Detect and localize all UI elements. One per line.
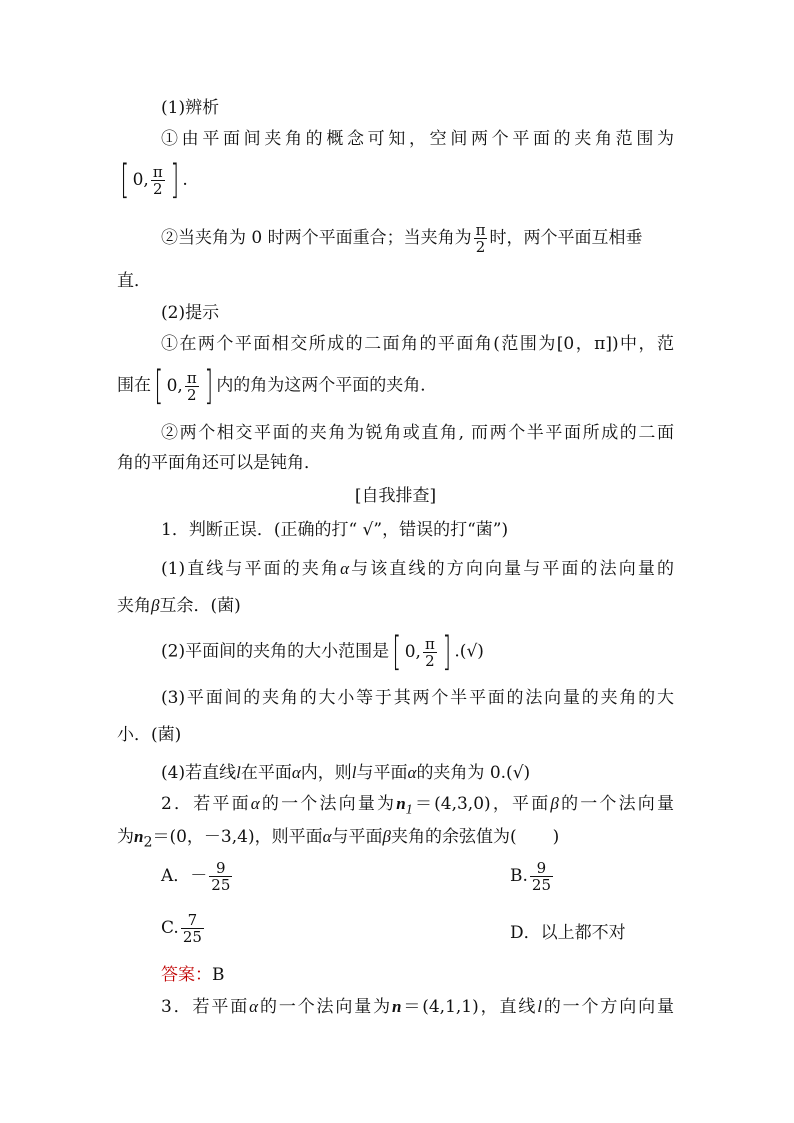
question-1-item-2: (2)平面间的夹角的大小范围是 [ 0, $\frac{\pi}{2}$ ] .(√)	[161, 629, 484, 675]
option-d: D．以上都不对	[510, 923, 626, 943]
fraction-pi-over-2: $\frac{\pi}{2}$	[152, 162, 163, 198]
section-2-title: (2)提示	[161, 303, 220, 323]
question-1-item-1-cont: 夹角β互余．(菌)	[117, 596, 241, 616]
fraction-pi-over-2: $\frac{\pi}{2}$	[475, 221, 486, 256]
answer-label: 答案：	[161, 965, 212, 985]
section-1-para-2-cont: 直．	[117, 271, 151, 291]
section-2-para-3: ②两个相交平面的夹角为锐角或直角, 而两个半平面所成的二面	[161, 423, 674, 443]
section-2-para-4: 角的平面角还可以是钝角．	[117, 453, 321, 473]
question-1-item-1: (1)直线与平面的夹角α与该直线的方向向量与平面的法向量的	[161, 559, 674, 579]
section-2-para-2: 围在 [ 0, $\frac{\pi}{2}$ ] 内的角为这两个平面的夹角．	[117, 363, 438, 409]
option-c: C. $\frac{7}{25}$	[161, 911, 202, 946]
section-2-para-1: ①在两个平面相交所成的二面角的平面角(范围为[0，π])中，范	[161, 334, 674, 354]
question-3-stem: 3．若平面α的一个法向量为n＝(4,1,1)，直线l的一个方向向量	[161, 997, 675, 1017]
section-1-interval: [ 0, $\frac{\pi}{2}$ ] .	[120, 157, 188, 203]
question-2-stem: 2．若平面α的一个法向量为$n_1=(4,3,0)$，平面β的一个法向量	[161, 794, 674, 818]
answer-value: B	[212, 965, 225, 985]
section-1-title: (1)辨析	[161, 98, 220, 118]
answer-line	[161, 964, 225, 986]
section-1-para-1: ①由平面间夹角的概念可知，空间两个平面的夹角范围为	[161, 129, 674, 149]
question-1-item-4: (4)若直线l在平面α内，则l与平面α的夹角为 0.(√)	[161, 763, 531, 783]
fraction-pi-over-2: $\frac{\pi}{2}$	[186, 368, 197, 404]
question-1-item-3-cont: 小．(菌)	[117, 725, 182, 745]
question-1-item-3: (3)平面间的夹角的大小等于其两个半平面的法向量的夹角的大	[161, 688, 674, 708]
self-check-heading: [自我排查]	[354, 486, 437, 506]
question-1-stem: 1．判断正误．(正确的打“ √”，错误的打“菌”)	[161, 520, 509, 540]
option-a: A．－ $\frac{9}{25}$	[161, 859, 231, 894]
question-2-stem-cont: 为$n_2=(0$，－3,4)，则平面α与平面β夹角的余弦值为( )	[117, 827, 560, 851]
fraction-pi-over-2: $\frac{\pi}{2}$	[424, 634, 435, 670]
option-b: B. $\frac{9}{25}$	[510, 859, 551, 894]
section-1-para-2: ②当夹角为 0 时两个平面重合；当夹角为 $\frac{\pi}{2}$ 时，两个平面互相垂	[161, 221, 643, 256]
